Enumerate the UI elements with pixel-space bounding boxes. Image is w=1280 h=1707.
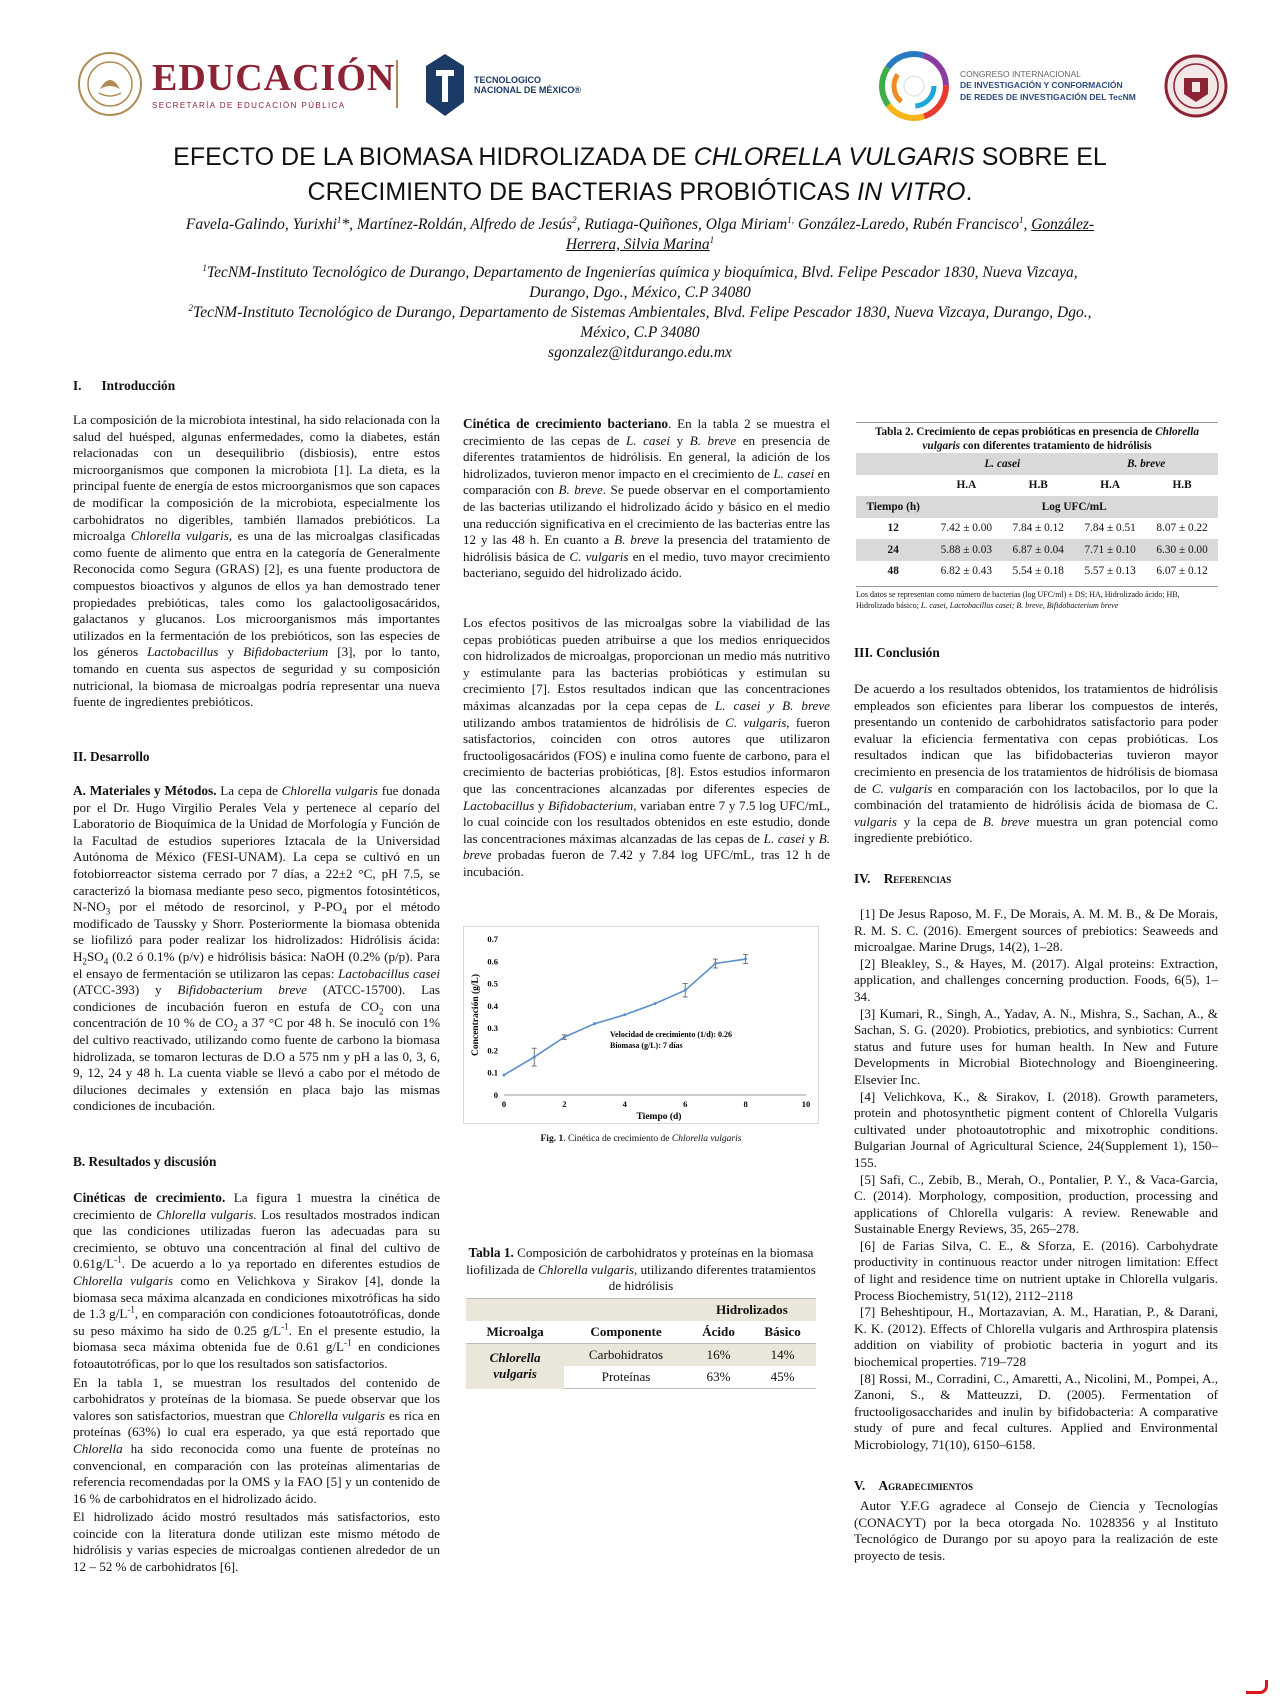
caption-label: Tabla 1.	[468, 1245, 514, 1260]
text: . En el presente estudio, la biomasa seca máxima obtenida fue de 0.61 g/L	[73, 1322, 440, 1355]
table-group-header: Hidrolizados	[688, 1299, 816, 1322]
conclusion-heading	[854, 645, 1218, 662]
congreso-swirl-icon	[878, 50, 950, 122]
author-sup: 1,	[787, 214, 794, 225]
growth-chart-svg	[464, 927, 820, 1125]
text: Lactobacillus	[463, 797, 535, 813]
text: Bifidobacterium	[548, 797, 634, 813]
y-tick-label: 0.7	[487, 934, 498, 944]
text: 4	[342, 906, 347, 917]
text: . De acuerdo a lo ya reportado en diferentes estudios de	[121, 1256, 440, 1272]
table-unit-header: Log UFC/mL	[930, 496, 1218, 518]
table-cell: 6.07 ± 0.12	[1156, 565, 1208, 578]
text: fueron satisfactorios, coinciden con otros autores que utilizaron fructooligosacáridos (FOS) e inulina como fuente de carbono, para el crecimiento de bacterias probióticas, [8]. Estos estudios informaron que las concentraciones alcanzadas por diferentes especies de	[463, 714, 830, 796]
desarrollo-heading	[73, 749, 440, 766]
table-cell	[564, 1299, 688, 1322]
text: Autor Y.F.G agradece al Consejo de Ciencia y Tecnologías (CONACYT) por la beca otorgada No. 1028356 y al Instituto Tecnológico de Durango por su apoyo para la realización de este proyecto de tesis.	[854, 1498, 1218, 1563]
ack-paragraph	[854, 1498, 1218, 1564]
paragraph-title: Cinéticas de crecimiento.	[73, 1190, 226, 1205]
text: utilizando ambos tratamientos de hidrólisis de	[463, 714, 726, 730]
section-title: Agradecimientos	[878, 1478, 973, 1493]
text: por el método de resorcinol, y P-PO	[110, 899, 343, 915]
text: por el método modificado de Taussky y Shorr. Posteriormente la biomasa obtenida se liofilizó para poder realizar los hidrolizados: Hidrólisis ácida: H	[73, 899, 441, 964]
text: Chlorella	[73, 1440, 123, 1456]
congreso-line2: DE INVESTIGACIÓN Y CONFORMACIÓN	[960, 80, 1123, 91]
text: L. casei, Lactobacillus casei; B. breve, Bifidobacterium breve	[920, 601, 1119, 610]
text: -1	[344, 1337, 352, 1348]
text: 2	[82, 956, 87, 967]
text: B. breve	[982, 813, 1030, 829]
title-line1-pre: EFECTO DE LA BIOMASA HIDROLIZADA DE	[173, 143, 694, 171]
text: L. casei	[773, 465, 815, 481]
text: en comparación con	[463, 465, 831, 498]
table1-caption	[466, 1245, 816, 1295]
author-sup: 1	[709, 234, 715, 245]
text: B. breve	[689, 432, 737, 448]
subsection-title: B. Resultados y discusión	[73, 1154, 217, 1169]
data-point	[684, 989, 687, 992]
logo-divider	[396, 60, 398, 108]
author: *, Martínez-Roldán, Alfredo de Jesús	[341, 216, 573, 233]
text: y	[218, 644, 244, 660]
x-tick-label: 10	[801, 1099, 811, 1109]
table-col-header: Básico	[749, 1321, 816, 1344]
reference-item: [1] De Jesus Raposo, M. F., De Morais, A. M. M. B., & De Morais, R. M. S. C. (2016). Emergent sources of prebiotics: Seaweeds and microalgae. Marine Drugs, 14(2), 1–28.	[854, 906, 1218, 955]
caption-label: Fig. 1	[540, 1134, 564, 1144]
text: Chlorella vulgaris.	[156, 1206, 257, 1222]
y-tick-label: 0.2	[487, 1045, 498, 1056]
text: B. breve	[614, 532, 659, 548]
y-tick-label: 0.1	[487, 1067, 498, 1078]
section-number: I.	[73, 378, 82, 393]
text: 2	[379, 1006, 384, 1017]
references-heading	[854, 871, 1218, 888]
table-sub-header: H.A	[956, 479, 977, 492]
text: Chlorella vulgaris	[671, 1134, 742, 1144]
table-strain-header: L. casei	[930, 453, 1074, 475]
reference-item: [8] Rossi, M., Corradini, C., Amaretti, A., Nicolini, M., Pompei, A., Zanoni, S., & Matteuzzi, D. (2005). Fermentation of fructooligosaccharides and inulin by bifidobacteria: A comparative study of pure and fecal cultures. Applied and Environmental Microbiology, 71(10), 6150–6158.	[854, 1370, 1218, 1452]
text: muestra un gran potencial como ingrediente prebiótico.	[854, 813, 1218, 846]
affiliation-2: TecNM-Instituto Tecnológico de Durango, Departamento de Sistemas Ambientales, Blvd. Felipe Pescador 1830, Nueva Vizcaya, Durango, Dgo., México, C.P 34080	[193, 304, 1092, 341]
text: fue donada por el Dr. Hugo Virgilio Perales Vela y pertenece al ceparío del Laboratorio de Bioquímica de la Unidad de Morfología y Función de la Facultad de estudios superiores Iztacala de la Universidad Autónoma de México (FESI-UNAM). La cepa se cultivó en un fotobiorreactor sistema cerrado por 7 días, a 22±2 °C, pH 7.5, se caracterizó la biomasa mediante peso seco, pigmentos fotosintéticos, N-NO	[73, 783, 441, 915]
text: De acuerdo a los resultados obtenidos, los tratamientos de hidrólisis empleados son eficientes para liberar los compuestos de interés, presentando un contenido de carbohidratos satisfactorio para poder evaluar la eficiencia fermentativa con cepas probióticas. Los resultados indican que las bifidobacterias tuvieron mayor crecimiento en presencia de los tratamientos de hidrólisis de biomasa de	[854, 681, 1218, 796]
mexico-seal-icon	[78, 52, 142, 116]
bacterial-growth-paragraph	[463, 416, 830, 582]
table-microalga-cell	[466, 1344, 564, 1389]
table-sub-header: H.B	[1172, 479, 1192, 492]
text: con una concentración de 10 % de CO	[73, 998, 440, 1031]
text: Los efectos positivos de las microalgas sobre la viabilidad de las cepas probióticas pueden atribuirse a que los medios enriquecidos con hidrolizados de microalgas, proporcionan un medio más nutritivo y estimulante para las bacterias probióticas y estimulan su crecimiento [7]. Estos resultados indican que las concentraciones máximas alcanzadas por la cepa cepas de	[463, 615, 830, 713]
text: y	[670, 432, 690, 448]
table-col-header: Ácido	[688, 1321, 749, 1344]
text: (0.2 ó 0.1% (p/v) e hidrólisis básica: NaOH (0.2% (p/p). Para el ensayo de fermentación se utilizaron las cepas:	[73, 948, 440, 981]
chart-annotation-biomass: Biomasa (g/L): 7 días	[610, 1041, 683, 1050]
table-cell: 5.88 ± 0.03	[930, 539, 1002, 561]
author: González-Laredo, Rubén Francisco	[793, 216, 1019, 233]
data-point	[654, 1002, 657, 1005]
text: . Se puede observar en el comportamiento de las bacterias utilizando el hidrolizado ácido y básico en el medio una reducción significativa en el crecimiento de las bacterias entre las 12 y las 48 h. En cuanto a	[463, 482, 830, 548]
text: -1	[281, 1321, 289, 1332]
text: C. vulgaris	[569, 548, 629, 564]
table-col-header: Tiempo (h)	[856, 496, 930, 518]
table-cell: 7.84 ± 0.12	[1012, 522, 1064, 535]
text: y	[534, 797, 549, 813]
chart-annotation-rate: Velocidad de crecimiento (1/d): 0.26	[610, 1030, 732, 1039]
text: Los datos se representan como número de bacterias (log UFC/ml) ± DS; HA, Hidrolizado ácido; HB, Hidrolizado básico;	[856, 590, 1180, 610]
x-tick-label: 4	[622, 1099, 627, 1109]
x-tick-label: 8	[743, 1099, 748, 1109]
y-tick-label: 0.5	[487, 978, 498, 989]
series-line	[504, 959, 746, 1075]
table-cell: 8.07 ± 0.22	[1156, 522, 1208, 535]
text: -1	[114, 1255, 122, 1266]
section-title: Referencias	[883, 871, 952, 886]
title-line2-post: .	[965, 178, 973, 206]
text: es rica en proteínas (63%) lo cual era esperado, ya que está reportado que	[73, 1407, 440, 1440]
affiliation-1: TecNM-Instituto Tecnológico de Durango, Departamento de Ingenierías química y bioquímica, Blvd. Felipe Pescador 1830, Nueva Vizcaya, Durango, Dgo., México, C.P 34080	[206, 264, 1078, 301]
reference-item: [7] Beheshtipour, H., Mortazavian, A. M., Haratian, P., & Darani, K. K. (2012). Effects of Chlorella vulgaris and Arthrospira platensis addition on viability of probiotic bacteria in yogurt and its biochemical properties. 719–728	[854, 1304, 1218, 1370]
reference-item: [2] Bleakley, S., & Hayes, M. (2017). Algal proteins: Extraction, application, and challenges concerning production. Foods, 6(5), 1–34.	[854, 955, 1218, 1004]
cineticas-paragraph	[73, 1190, 440, 1576]
table-sub-header: H.B	[1028, 479, 1048, 492]
text: Tabla 2. Crecimiento de cepas probióticas en presencia de	[874, 426, 1156, 438]
text: La cepa de	[216, 783, 282, 798]
author-sup: 1	[1018, 214, 1024, 225]
table-cell: 45%	[749, 1366, 816, 1389]
affil-sup: 2	[188, 302, 194, 313]
text: B. breve	[463, 830, 831, 863]
text: L. casei	[763, 830, 805, 846]
table-cell: 6.82 ± 0.43	[940, 565, 993, 578]
table-cell: 14%	[749, 1344, 816, 1367]
text: la presencia del tratamiento de hidrólisis básica de	[463, 532, 831, 564]
text: en comparación con los lactobacilos, por lo que la combinación del tratamiento de hidrólisis ácida de biomasa de C.	[854, 780, 1218, 813]
text: ha sido reconocida como una fuente de proteínas no convencional, en comparación con las proteínas alimentarias de referencia recomendadas por la OMS y la FAO [5] y un contenido de 16 % de carbohidratos en el hidrolizado ácido.	[73, 1440, 440, 1506]
table-col-header: Microalga	[466, 1321, 564, 1344]
table-cell: Proteínas	[564, 1366, 688, 1389]
text: a 37 °C por 48 h. Se inoculó con 1% del cultivo reactivado, utilizando como fuente de carbono la biomasa hidrolizada, se tomaron lecturas de D.O a 575 nm y pH a las 0, 3, 6, 9, 12, 24 y 48 h. La cuenta viable se llevó a cabo por el método de diluciones decimales y extensión en placa bajo las mismas condiciones de incubación.	[73, 1015, 440, 1114]
text: y la cepa de	[896, 813, 983, 829]
table-row-label: 48	[887, 565, 899, 578]
references-list	[854, 906, 1218, 1454]
table2-caption	[856, 422, 1218, 453]
title-line2-italic: IN VITRO	[857, 178, 966, 206]
intro-heading	[73, 378, 440, 395]
section-title: II. Desarrollo	[73, 749, 150, 764]
table-row-label: 24	[856, 539, 930, 561]
text: , utilizando diferentes tratamientos de hidrólisis	[608, 1261, 816, 1293]
text: Chlorella vulgaris	[281, 783, 379, 798]
x-tick-label: 2	[562, 1099, 567, 1109]
table-cell: 6.30 ± 0.00	[1146, 539, 1218, 561]
text: (ATCC-15700). Las condiciones de incubación fueron en estufa de CO	[73, 982, 440, 1014]
text: Lactobacillus casei	[338, 965, 440, 981]
text: 3	[105, 906, 111, 917]
table-cell: 16%	[688, 1344, 749, 1367]
congreso-line3: DE REDES DE INVESTIGACIÓN DEL TecNM	[960, 91, 1136, 102]
text: en el medio, tuvo mayor crecimiento bacteriano, seguido del hidrolizado ácido.	[463, 548, 830, 581]
y-tick-label: 0.4	[487, 1000, 498, 1011]
corresponding-author: González-Herrera, Silvia Marina	[565, 216, 1095, 253]
title-line1-italic: CHLORELLA VULGARIS	[693, 143, 975, 171]
y-tick-label: 0.3	[487, 1023, 498, 1034]
contact-email[interactable]: sgonzalez@itdurango.edu.mx	[548, 344, 732, 361]
corner-mark-icon	[1246, 1680, 1268, 1694]
itd-crest-icon	[1164, 52, 1228, 120]
text: SO	[86, 948, 104, 964]
data-point	[593, 1022, 596, 1025]
data-point	[533, 1056, 536, 1059]
educacion-logo	[78, 52, 395, 116]
poster-title	[120, 140, 1160, 210]
tecnm-logo-line2: NACIONAL DE MÉXICO®	[474, 85, 581, 95]
reference-item: [6] de Farias Silva, C. E., & Sforza, E. (2016). Carbohydrate productivity in continuous reactor under nitrogen limitation: Effect of light and residence time on nutrient uptake in Chlorella vulgaris. Process Biochemistry, 51(12), 2112–2118	[854, 1237, 1218, 1303]
conclusion-paragraph	[854, 681, 1218, 847]
text: El hidrolizado ácido mostró resultados más satisfactorios, esto coincide con la literatura donde utilizan este mismo método de hidrólisis y varias especies de microalgas contienen alrededor de un 12 – 52 % de carbohidratos [6].	[73, 1509, 440, 1575]
text: en condiciones fotoautotróficas, por lo que los resultados son satisfactorios.	[73, 1339, 440, 1371]
text: Composición de carbohidratos y proteínas en la biomasa liofilizada de	[466, 1245, 814, 1277]
tecnm-logo	[422, 52, 581, 118]
text: -1	[127, 1304, 135, 1315]
table-cell: 6.87 ± 0.04	[1002, 539, 1074, 561]
y-axis-label: Concentración (g/L)	[471, 973, 481, 1057]
growth-chart	[463, 926, 819, 1124]
author-sup: 1	[336, 214, 342, 225]
text: C. vulgaris,	[725, 714, 790, 730]
text: . Cinética de crecimiento de	[563, 1134, 672, 1144]
edu-logo-title: EDUCACIÓN	[152, 56, 396, 99]
section-title: III. Conclusión	[854, 645, 940, 660]
text: Chlorella vulgaris	[538, 1261, 635, 1277]
table-cell: 5.54 ± 0.18	[1012, 565, 1064, 578]
table-cell: 5.57 ± 0.13	[1084, 565, 1136, 578]
text: vulgaris	[493, 1366, 537, 1382]
tecnm-emblem-icon	[422, 52, 468, 118]
text: L. casei	[625, 432, 671, 448]
paragraph-title: Cinética de crecimiento bacteriano	[463, 416, 669, 431]
edu-logo-subtitle: SECRETARÍA DE EDUCACIÓN PÚBLICA	[152, 100, 346, 110]
materiales-paragraph	[73, 783, 440, 1115]
author-sup: 2	[572, 214, 577, 225]
text: probadas fueron de 7.42 y 7.84 log UFC/mL, tras 12 h de incubación.	[463, 847, 830, 879]
text: (ATCC-393) y	[73, 982, 178, 998]
author: Favela-Galindo, Yurixhi	[185, 216, 337, 233]
text: . En la tabla 2 se muestra el crecimiento de las cepas de	[463, 416, 830, 448]
table-cell	[856, 475, 930, 497]
text: Chlorella vulgaris	[288, 1407, 386, 1423]
text: vulgaris	[854, 813, 897, 829]
table-sub-header: H.A	[1100, 479, 1121, 492]
author: , Rutiaga-Quiñones, Olga Miriam	[576, 216, 788, 233]
text: , es una de las microalgas clasificadas como fuente de alimento que entra en la categoría de Generalmente Reconocida como Segura (GRAS) [2], es una fuente productora de compuestos bioactivos y algunos de ellos ya han demostrado tener propiedades prebióticas, tales como los galactooligosacáridos, galactanos y glucanos. Los microorganismos más importantes utilizados en la fermentación de los prebióticos, son las especies de los géneros	[73, 528, 441, 660]
effects-paragraph	[463, 615, 830, 881]
text: Chlorella vulgaris	[73, 1272, 174, 1288]
text: Chlorella	[489, 1350, 541, 1366]
reference-item: [4] Velichkova, K., & Sirakov, I. (2018). Growth parameters, protein and photosynthetic pigment content of Chlorella Vulgaris cultivated under photoautotrophic and mixotrophic conditions. Bulgarian Journal of Agricultural Science, 24(Supplement 1), 150–155.	[854, 1088, 1218, 1170]
affil-sup: 1	[202, 262, 207, 273]
table-strain-header: B. breve	[1074, 453, 1218, 475]
text: , variaban entre 7 y 7.5 log UFC/mL, lo cual coincide con los resultados obtenidos en este estudio, donde las concentraciones máximas alcanzadas de las cepas de	[463, 797, 830, 846]
table-row-label: 12	[887, 522, 899, 535]
text: como en Velichkova y Sirakov [4], donde la biomasa seca máxima alcanzada en condiciones mixotróficas ha sido de 1.3 g/L	[73, 1272, 440, 1322]
y-tick-label: 0	[493, 1090, 498, 1100]
resultados-heading	[73, 1154, 440, 1171]
table-cell	[856, 453, 930, 475]
table-cell: 7.84 ± 0.51	[1084, 522, 1136, 535]
text: [3], por lo tanto, tomando en cuenta sus aspectos de seguridad y su composición nutricional, la biomasa de microalgas podría representar una nueva fuente de ingredientes prebióticos.	[73, 644, 441, 710]
text: y	[804, 830, 819, 846]
table-cell: 7.71 ± 0.10	[1074, 539, 1146, 561]
title-line1-post: SOBRE EL	[974, 143, 1107, 171]
text: , en comparación con condiciones fotoautotróficas, donde su peso máximo ha sido de 0.25 g/L	[73, 1306, 440, 1338]
reference-item: [5] Safi, C., Zebib, B., Merah, O., Pontalier, P. Y., & Vaca-Garcia, C. (2014). Morphology, composition, production, processing and applications of Chlorella vulgaris: A review. Renewable and Sustainable Energy Reviews, 35, 265–278.	[854, 1171, 1218, 1237]
table-cell: 7.42 ± 0.00	[940, 522, 993, 535]
ack-heading	[854, 1478, 1218, 1495]
figure-caption	[463, 1134, 819, 1144]
author-sep: ,	[1023, 216, 1032, 233]
data-point	[563, 1036, 566, 1039]
section-title: Introducción	[101, 378, 176, 393]
authors	[180, 215, 1100, 255]
section-number: IV.	[854, 871, 871, 886]
table-cell: 63%	[688, 1366, 749, 1389]
data-point	[714, 962, 717, 965]
text: 4	[103, 956, 109, 967]
text: con diferentes tratamiento de hidrólisis	[960, 440, 1152, 452]
text: En la tabla 1, se muestran los resultados del contenido de carbohidratos y proteínas de la biomasa. Se puede observar que los valores son satisfactorios, muestran que	[73, 1374, 440, 1423]
affiliations	[180, 263, 1100, 363]
title-line2-pre: CRECIMIENTO DE BACTERIAS PROBIÓTICAS	[307, 178, 858, 206]
x-axis-label: Tiempo (d)	[636, 1112, 682, 1122]
data-point	[503, 1073, 506, 1076]
table-cell: Carbohidratos	[564, 1344, 688, 1367]
x-tick-label: 0	[501, 1099, 507, 1109]
text: Los resultados mostrados indican que las condiciones utilizadas fueron las adecuadas para su crecimiento, se obtuvo una concentración al final del cultivo de 0.61g/L	[73, 1206, 440, 1272]
text: La figura 1 muestra la cinética de crecimiento de	[73, 1190, 441, 1222]
text: 2	[233, 1022, 238, 1033]
text: L. casei y B. breve	[715, 697, 830, 713]
text: Lactobacillus	[147, 644, 219, 660]
text: en presencia de diferentes tratamientos de hidrólisis. En general, la adición de los hidrolizados, tuvieron menor impacto en el crecimiento de	[463, 432, 830, 481]
table-cell	[466, 1299, 564, 1322]
text: Bifidobacterium	[243, 644, 329, 660]
text: Bifidobacterium breve	[177, 982, 307, 998]
y-tick-label: 0.6	[487, 956, 498, 967]
table2-note	[856, 586, 1218, 611]
intro-paragraph	[73, 412, 440, 711]
data-point	[744, 958, 747, 961]
table2	[856, 453, 1218, 582]
text: C. vulgaris	[871, 780, 933, 796]
text: La composición de la microbiota intestinal, ha sido relacionada con la salud del huésped, algunas enfermedades, como la diabetes, están relacionadas con un desequilibrio (disbiosis), entre estos microorganismos que componen la microbiota [1]. La dieta, es la principal fuente de energía de estos microorganismos que son capaces de modificar la composición de la microbiota, especialmente los carbohidratos no digeribles, también llamados prebióticos. La microalga	[73, 412, 440, 544]
congreso-logo	[878, 50, 1136, 122]
subsection-title: A. Materiales y Métodos.	[73, 783, 217, 798]
text: Chlorella vulgaris	[922, 426, 1200, 452]
x-tick-label: 6	[683, 1099, 688, 1109]
table-col-header: Componente	[564, 1321, 688, 1344]
congreso-line1: CONGRESO INTERNACIONAL	[960, 69, 1081, 80]
text: Chlorella vulgaris	[130, 528, 229, 544]
reference-item: [3] Kumari, R., Singh, A., Yadav, A. N., Mishra, S., Sachan, A., & Sachan, S. G. (2020). Probiotics, prebiotics, and synbiotics: Current status and future uses for human health. In New and Future Developments in Microbial Biotechnology and Bioengineering. Elsevier Inc.	[854, 1005, 1218, 1087]
table1	[466, 1298, 816, 1389]
data-point	[623, 1013, 626, 1016]
section-number: V.	[854, 1478, 866, 1493]
tecnm-logo-line1: TECNOLOGICO	[474, 74, 541, 85]
text: B. breve	[558, 482, 603, 498]
